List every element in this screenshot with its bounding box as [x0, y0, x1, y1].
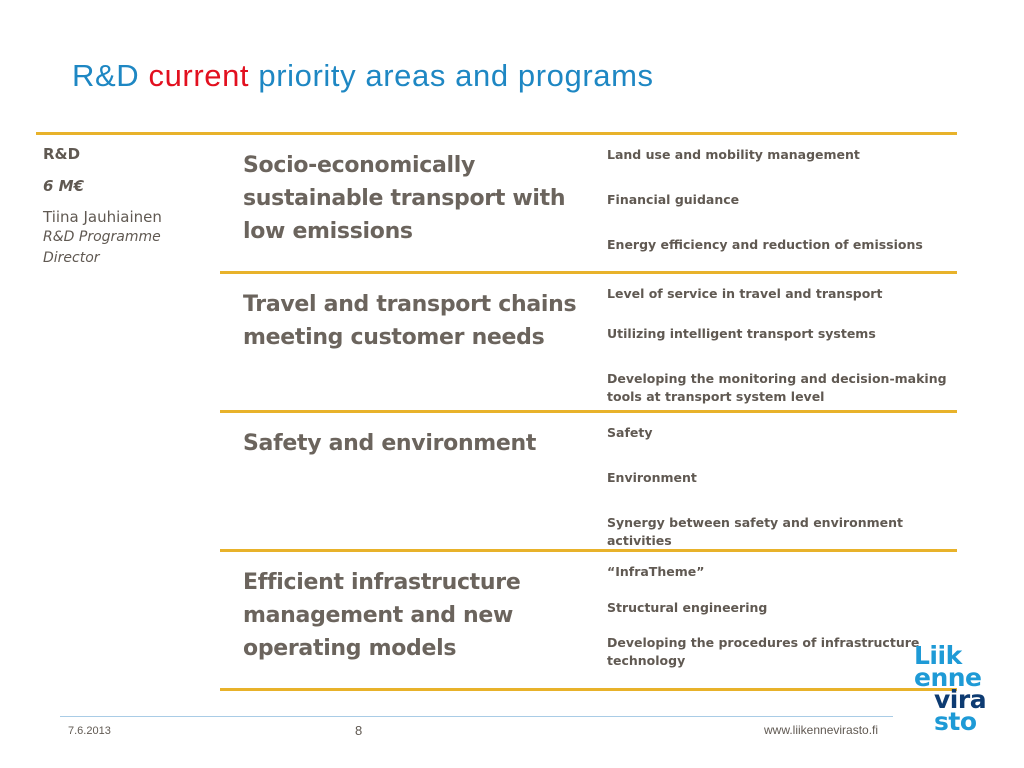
program-3-1: Safety	[607, 425, 653, 440]
logo-line-4: sto	[934, 707, 977, 736]
priority-area-1: Socio-economically sustainable transport with low emissions	[243, 153, 566, 244]
bottom-divider	[220, 688, 957, 691]
director-role: R&D Programme Director	[43, 229, 161, 266]
owner-info	[43, 145, 213, 269]
program-1-3: Energy efficiency and reduction of emissions	[607, 237, 923, 252]
logo-line-3: vira	[934, 685, 987, 714]
logo-line-1: Liik	[914, 641, 962, 670]
director-name: Tiina Jauhiainen	[43, 208, 162, 226]
program-3-2: Environment	[607, 470, 697, 485]
row-divider-2	[220, 410, 957, 413]
top-divider	[36, 132, 957, 135]
priority-area-4: Efficient infrastructure management and new operating models	[243, 570, 521, 661]
slide-title	[72, 58, 654, 94]
program-2-1: Level of service in travel and transport	[607, 286, 883, 301]
title-accent: current	[148, 58, 250, 93]
row-divider-1	[220, 271, 957, 274]
program-4-1: “InfraTheme”	[607, 564, 705, 579]
program-4-2: Structural engineering	[607, 600, 768, 615]
logo-line-2: enne	[914, 663, 982, 692]
footer-date: 7.6.2013	[68, 725, 111, 737]
priority-area-2: Travel and transport chains meeting customer needs	[243, 292, 577, 350]
budget-value: 6 M€	[43, 177, 85, 195]
program-3-3: Synergy between safety and environment activities	[607, 515, 904, 548]
liikennevirasto-logo	[914, 641, 994, 736]
program-2-2: Utilizing intelligent transport systems	[607, 326, 876, 341]
program-4-3: Developing the procedures of infrastructure technology	[607, 635, 920, 668]
footer-url[interactable]: www.liikennevirasto.fi	[764, 723, 879, 737]
program-1-2: Financial guidance	[607, 192, 740, 207]
program-1-1: Land use and mobility management	[607, 147, 860, 162]
rd-label: R&D	[43, 145, 81, 163]
priority-area-3: Safety and environment	[243, 431, 537, 456]
title-part2: priority areas and programs	[249, 58, 654, 93]
program-2-3: Developing the monitoring and decision-making tools at transport system level	[607, 371, 947, 404]
page-number: 8	[355, 723, 363, 738]
footer-divider	[60, 716, 893, 717]
title-part1: R&D	[72, 58, 149, 93]
